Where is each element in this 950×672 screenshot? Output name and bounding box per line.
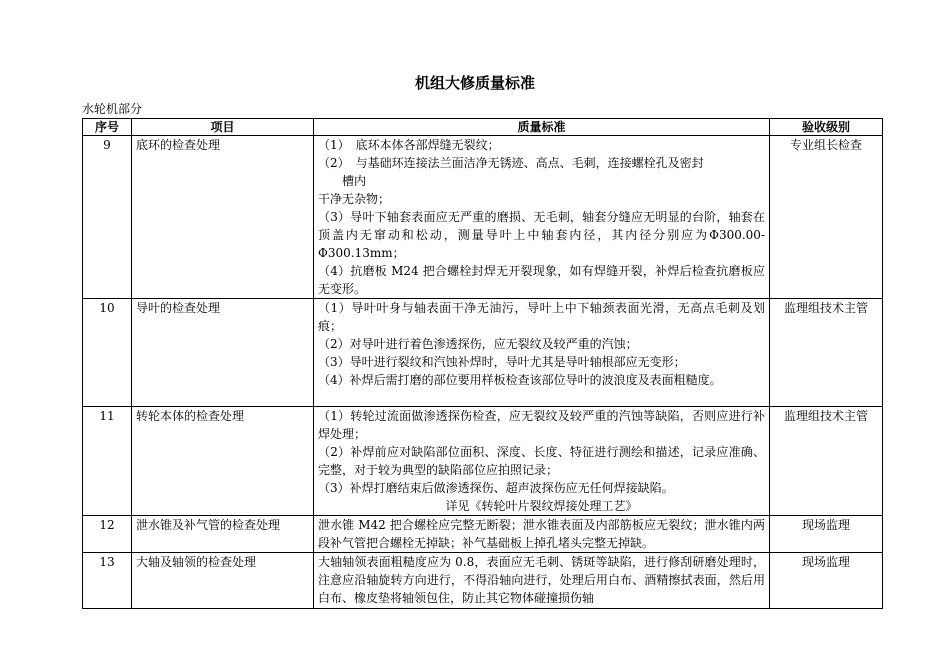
table-row (83, 136, 883, 299)
row-item: 大轴及轴领的检查处理 (132, 553, 314, 609)
standard-line: （3）导叶进行裂纹和汽蚀补焊时，导叶尤其是导叶轴根部应无变形； (318, 355, 686, 369)
row-seq: 13 (83, 553, 132, 609)
header-seq: 序号 (83, 119, 132, 136)
quality-standard-table (82, 118, 883, 609)
row-level: 现场监理 (770, 553, 883, 609)
table-header-row (83, 119, 883, 136)
row-seq: 9 (83, 136, 132, 299)
row-item: 底环的检查处理 (132, 136, 314, 299)
standard-line: 泄水锥 M42 把合螺栓应完整无断裂；泄水锥表面及内部筋板应无裂纹；泄水锥内两段补气管把合螺栓无掉缺；补气基础板上掉孔堵头完整无掉缺。 (318, 518, 765, 550)
table-row (83, 516, 883, 553)
row-level: 专业组长检查 (770, 136, 883, 299)
row-standard (314, 553, 770, 609)
table-row (83, 299, 883, 407)
row-item: 转轮本体的检查处理 (132, 407, 314, 516)
standard-line: 大轴轴领表面粗糙度应为 0.8，表面应无毛刺、锈斑等缺陷，进行修刮研磨处理时，注意应沿轴旋转方向进行，不得沿轴向进行，处理后用白布、酒精擦拭表面，然后用白布、橡皮垫将轴领包住，防止其它物体碰撞损伤轴 (318, 555, 765, 605)
standard-line: 槽内 (342, 174, 367, 188)
row-item: 导叶的检查处理 (132, 299, 314, 407)
row-standard (314, 407, 770, 516)
table-row (83, 553, 883, 609)
standard-line: （1）导叶叶身与轴表面干净无油污，导叶上中下轴颈表面光滑，无高点毛刺及划痕； (318, 301, 765, 333)
header-level: 验收级别 (770, 119, 883, 136)
row-seq: 10 (83, 299, 132, 407)
row-seq: 12 (83, 516, 132, 553)
standard-line: （1） 底环本体各部焊缝无裂纹； (318, 138, 500, 152)
standard-line: （2） 与基础环连接法兰面洁净无锈迹、高点、毛刺，连接螺栓孔及密封 (318, 156, 704, 170)
standard-line: （1）转轮过流面做渗透探伤检查，应无裂纹及较严重的汽蚀等缺陷，否则应进行补焊处理； (318, 409, 765, 441)
standard-line: （2）补焊前应对缺陷部位面积、深度、长度、特征进行测绘和描述，记录应准确、完整，对于较为典型的缺陷部位应拍照记录； (318, 445, 765, 477)
standard-line: 干净无杂物； (318, 192, 391, 206)
standard-line: 详见《转轮叶片裂纹焊接处理工艺》 (445, 499, 638, 513)
standard-line: （4）补焊后需打磨的部位要用样板检查该部位导叶的波浪度及表面粗糙度。 (318, 373, 722, 387)
row-standard (314, 516, 770, 553)
row-level: 现场监理 (770, 516, 883, 553)
row-standard (314, 299, 770, 407)
header-standard: 质量标准 (314, 119, 770, 136)
row-item: 泄水锥及补气管的检查处理 (132, 516, 314, 553)
row-level: 监理组技术主管 (770, 407, 883, 516)
row-seq: 11 (83, 407, 132, 516)
document-title: 机组大修质量标准 (414, 74, 535, 92)
standard-line: （3）导叶下轴套表面应无严重的磨损、无毛刺，轴套分缝应无明显的台阶，轴套在顶盖内无窜动和松动，测量导叶上中轴套内径，其内径分别应为Φ300.00-Φ300.13mm； (318, 210, 765, 260)
row-level: 监理组技术主管 (770, 299, 883, 407)
standard-line: （3）补焊打磨结束后做渗透探伤、超声波探伤应无任何焊接缺陷。 (318, 481, 674, 495)
table-row (83, 407, 883, 516)
standard-line: （2）对导叶进行着色渗透探伤，应无裂纹及较严重的汽蚀； (318, 337, 638, 351)
section-label: 水轮机部分 (82, 102, 143, 116)
row-standard (314, 136, 770, 299)
standard-line: （4）抗磨板 M24 把合螺栓封焊无开裂现象，如有焊缝开裂，补焊后检查抗磨板应无变形。 (318, 264, 765, 296)
header-item: 项目 (132, 119, 314, 136)
